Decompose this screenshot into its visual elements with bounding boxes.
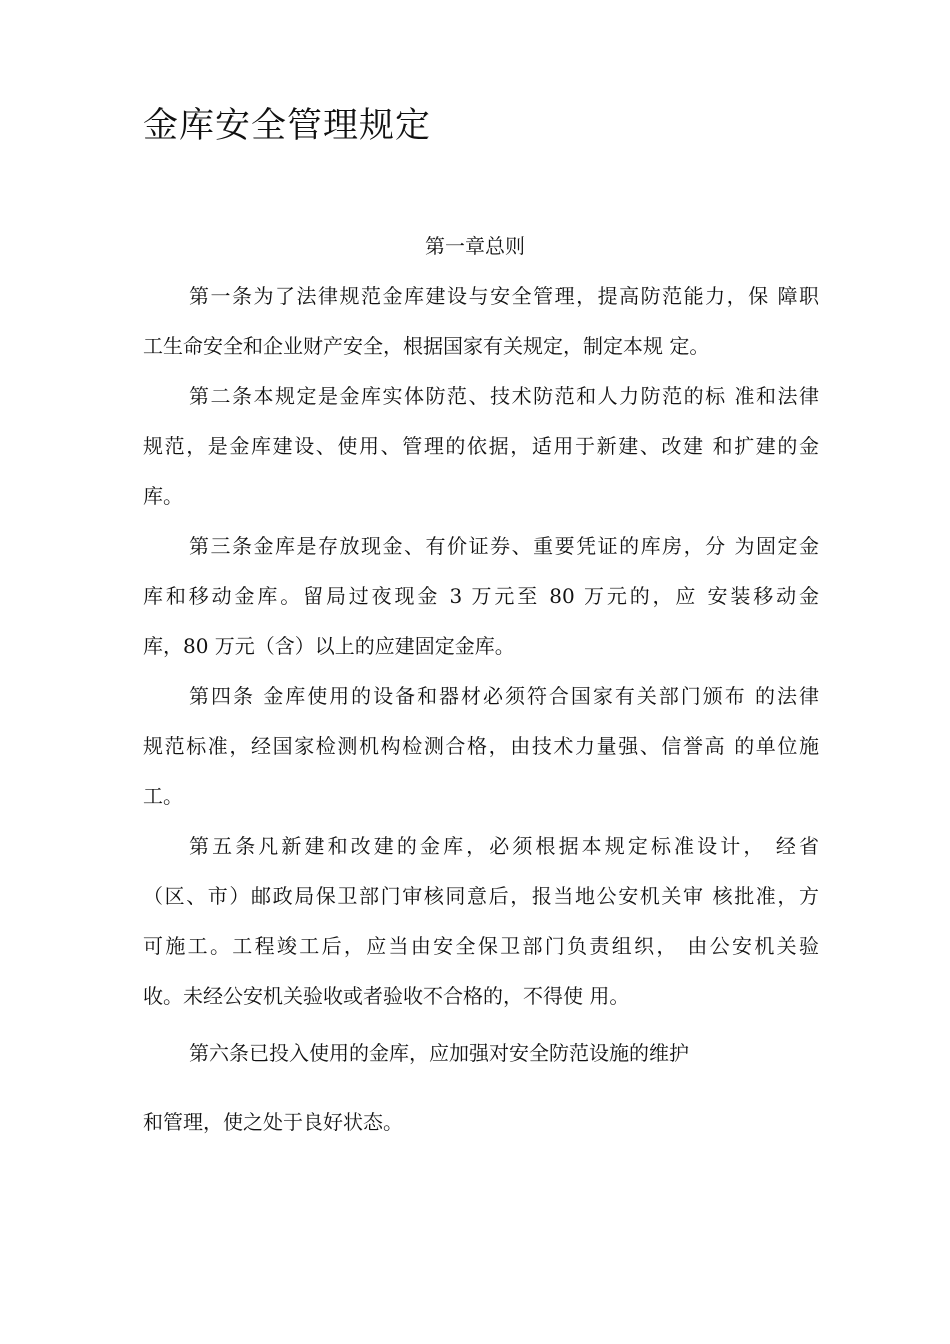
article-3-line-1: 第三条金库是存放现金、有价证券、重要凭证的库房，分 为固定金 bbox=[189, 534, 819, 558]
article-4-line-3: 工。 bbox=[143, 784, 183, 808]
article-3-line-2: 库和移动金库。留局过夜现金 3 万元至 80 万元的，应 安装移动金 bbox=[143, 584, 819, 608]
article-5-line-2: （区、市）邮政局保卫部门审核同意后，报当地公安机关审 核批准，方 bbox=[143, 884, 819, 908]
article-5-line-4: 收。未经公安机关验收或者验收不合格的，不得使 用。 bbox=[143, 984, 630, 1008]
document-title: 金库安全管理规定 bbox=[143, 106, 432, 146]
article-4-line-1: 第四条 金库使用的设备和器材必须符合国家有关部门颁布 的法律 bbox=[189, 684, 819, 708]
article-1-line-2: 工生命安全和企业财产安全，根据国家有关规定，制定本规 定。 bbox=[143, 334, 710, 358]
article-6-line-1: 第六条已投入使用的金库，应加强对安全防范设施的维护 bbox=[189, 1041, 689, 1065]
article-6-line-2: 和管理，使之处于良好状态。 bbox=[143, 1110, 403, 1134]
article-4-line-2: 规范标准，经国家检测机构检测合格，由技术力量强、信誉高 的单位施 bbox=[143, 734, 819, 758]
article-2-line-3: 库。 bbox=[143, 484, 183, 508]
article-5-line-1: 第五条凡新建和改建的金库，必须根据本规定标准设计， 经省 bbox=[189, 834, 819, 858]
article-2-line-2: 规范，是金库建设、使用、管理的依据，适用于新建、改建 和扩建的金 bbox=[143, 434, 819, 458]
article-2-line-1: 第二条本规定是金库实体防范、技术防范和人力防范的标 准和法律 bbox=[189, 384, 819, 408]
article-5-line-3: 可施工。工程竣工后，应当由安全保卫部门负责组织， 由公安机关验 bbox=[143, 934, 819, 958]
chapter-heading: 第一章总则 bbox=[425, 234, 525, 258]
article-3-line-3: 库，80 万元（含）以上的应建固定金库。 bbox=[143, 634, 515, 658]
article-1-line-1: 第一条为了法律规范金库建设与安全管理，提高防范能力，保 障职 bbox=[189, 284, 819, 308]
